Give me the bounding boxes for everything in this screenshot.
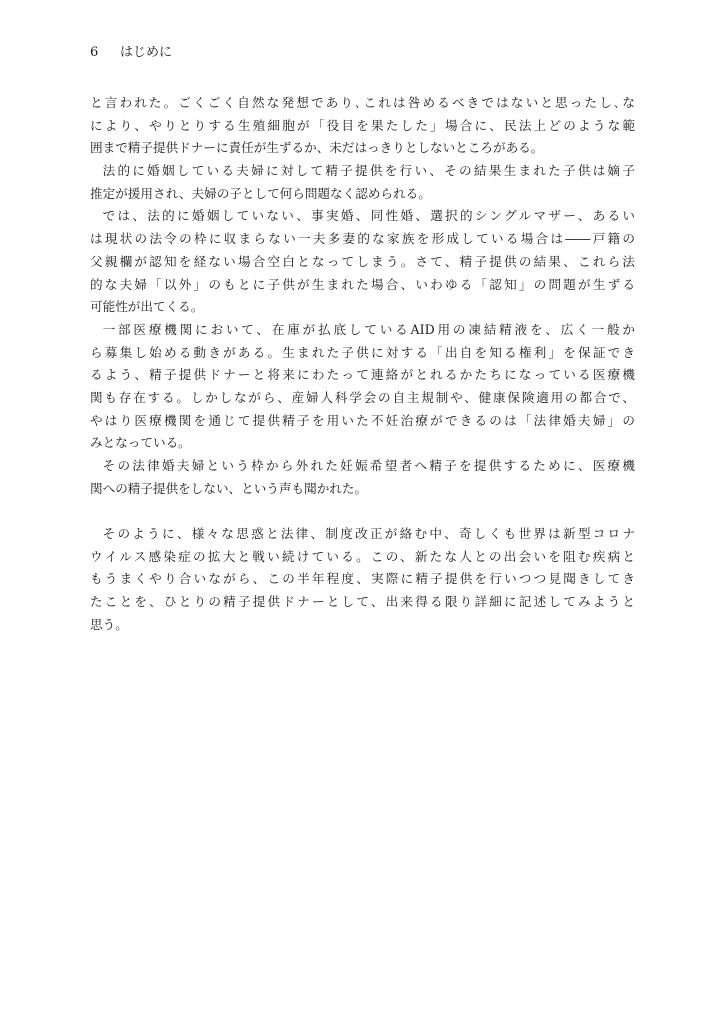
text-line: ウイルス感染症の拡大と戦い続けている。この、新たな人との出会いを阻む疾病と [90,548,635,564]
text-line: みとなっている。 [90,435,191,451]
text-line: やはり医療機関を通じて提供精子を用いた不妊治療ができるのは「法律婚夫婦」の [90,412,635,428]
text-line: その法律婚夫婦という枠から外れた妊娠希望者へ精子を提供するために、医療機 [102,458,635,473]
text-line: 的な夫婦「以外」のもとに子供が生まれた場合、いわゆる「認知」の問題が生ずる [90,276,635,292]
text-line: 一部医療機関において、在庫が払底しているAID用の凍結精液を、広く一般か [102,321,635,337]
body-text [90,92,635,637]
paragraph [90,205,635,318]
paragraph [90,455,635,500]
text-line: 囲まで精子提供ドナーに責任が生ずるか、未だはっきりとしないところがある。 [90,140,544,156]
text-line: により、やりとりする生殖細胞が「役目を果たした」場合に、民法上どのような範 [90,117,635,133]
text-line: 思う。 [90,616,128,632]
paragraph [90,160,635,205]
paragraph [90,523,635,636]
text-line: ら募集し始める動きがある。生まれた子供に対する「出自を知る権利」を保証でき [90,344,635,360]
text-line: と言われた。ごくごく自然な発想であり､これは咎めるべきではないと思ったし､な [90,95,635,110]
text-line: 可能性が出てくる。 [90,299,204,315]
text-line: 推定が援用され、夫婦の子として何ら問題なく認められる。 [90,185,431,201]
chapter-title: はじめに [120,45,173,60]
text-line: 法的に婚姻している夫婦に対して精子提供を行い、その結果生まれた子供は嫡子 [102,163,635,179]
text-line: そのように、様々な思惑と法律、制度改正が絡む中、奇しくも世界は新型コロナ [102,526,635,542]
text-line: は現状の法令の枠に収まらない一夫多妻的な家族を形成している場合は――戸籍の [90,231,635,247]
text-line: では、法的に婚姻していない、事実婚、同性婚、選択的シングルマザー、あるい [102,208,635,224]
paragraph [90,92,635,160]
text-line: 父親欄が認知を経ない場合空白となってしまう。さて、精子提供の結果、これら法 [90,253,635,269]
text-line: たことを、ひとりの精子提供ドナーとして、出来得る限り詳細に記述してみようと [90,594,635,610]
text-line: 関への精子提供をしない、という声も聞かれた。 [90,480,368,496]
text-line: もうまくやり合いながら、この半年程度、実際に精子提供を行いつつ見聞きしてき [90,571,635,587]
text-line: るよう、精子提供ドナーと将来にわたって連絡がとれるかたちになっている医療機 [90,367,635,383]
paragraph [90,319,635,455]
section-break [90,500,635,523]
running-head [90,44,172,62]
text-line: 関も存在する。しかしながら、産婦人科学会の自主規制や、健康保険適用の都合で、 [90,389,635,405]
page-number: 6 [90,45,99,60]
